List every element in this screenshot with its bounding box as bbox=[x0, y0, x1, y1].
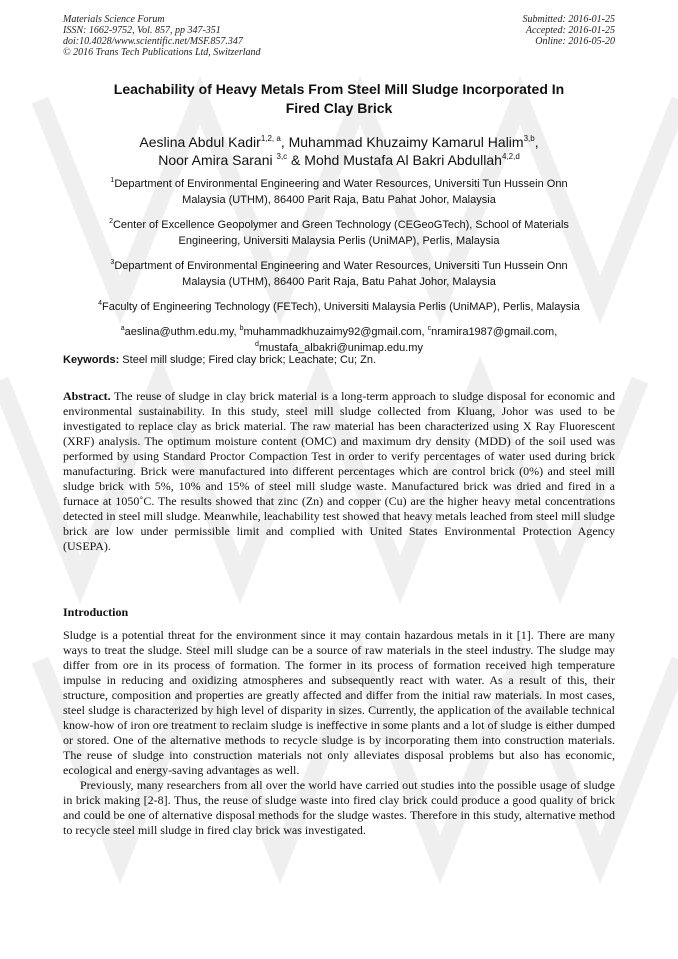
email-mark: b bbox=[239, 325, 244, 332]
author-name: Noor Amira Sarani bbox=[158, 152, 273, 168]
email-mark: a bbox=[120, 325, 125, 332]
affiliation-number: 2 bbox=[109, 218, 113, 225]
author-separator: , bbox=[280, 134, 289, 150]
author-ampersand: & bbox=[287, 152, 305, 168]
affiliation-text: Malaysia (UTHM), 86400 Parit Raja, Batu Pahat Johor, Malaysia bbox=[182, 194, 496, 206]
email-address[interactable]: nramira1987@gmail.com bbox=[431, 326, 555, 338]
author-name: Mohd Mustafa Al Bakri Abdullah bbox=[304, 152, 502, 168]
keywords bbox=[63, 354, 615, 366]
author-affiliation-mark: 3,c bbox=[276, 152, 288, 161]
issn: ISSN: 1662-9752, Vol. 857, pp 347-351 bbox=[63, 25, 221, 36]
abstract bbox=[63, 389, 615, 554]
affiliation-text: Engineering, Universiti Malaysia Perlis (UniMAP), Perlis, Malaysia bbox=[178, 235, 500, 247]
affiliation-number: 4 bbox=[98, 300, 103, 307]
email-address[interactable]: mustafa_albakri@unimap.edu.my bbox=[258, 342, 423, 354]
accepted-date: Accepted: 2016-01-25 bbox=[525, 25, 615, 36]
author-line bbox=[40, 133, 638, 151]
author-separator: , bbox=[534, 134, 539, 150]
affiliation-text: Malaysia (UTHM), 86400 Parit Raja, Batu Pahat Johor, Malaysia bbox=[182, 276, 496, 288]
affiliation bbox=[63, 299, 615, 315]
affiliation-text: Department of Environmental Engineering and Water Resources, Universiti Tun Hussein Onn bbox=[114, 178, 568, 190]
keywords-label: Keywords: bbox=[63, 354, 120, 366]
abstract-label: Abstract. bbox=[63, 389, 111, 403]
email-list: $^a$aeslina@uthm.edu.my, $^b$muhammadkhuzaimy92@gmail.com, $^c$nramira1987@gmail.com, $^d$mustafa_albakri@unimap.edu.my bbox=[120, 325, 558, 354]
email-address[interactable]: muhammadkhuzaimy92@gmail.com bbox=[243, 326, 422, 338]
affiliation-list bbox=[63, 176, 615, 356]
section-heading: Introduction bbox=[63, 605, 129, 619]
affiliation bbox=[63, 217, 615, 249]
affiliation-number: 1 bbox=[110, 177, 115, 184]
journal-name: Materials Science Forum bbox=[63, 14, 165, 25]
keywords-text: Steel mill sludge; Fired clay brick; Leachate; Cu; Zn. bbox=[119, 354, 377, 366]
author-name: Aeslina Abdul Kadir bbox=[139, 134, 261, 150]
email-address[interactable]: aeslina@uthm.edu.my bbox=[124, 326, 234, 338]
author-name: Muhammad Khuzaimy Kamarul Halim bbox=[288, 134, 524, 150]
submitted-date: Submitted: 2016-01-25 bbox=[522, 14, 615, 25]
affiliation-text: Center of Excellence Geopolymer and Green Technology (CEGeoGTech), School of Materials bbox=[112, 219, 569, 231]
affiliation-text: Faculty of Engineering Technology (FETech), Universiti Malaysia Perlis (UniMAP), Perlis, Malaysia bbox=[102, 301, 580, 313]
abstract-text: The reuse of sludge in clay brick material is a long-term approach to sludge disposal for economic and environmental sustainability. In this study, steel mill sludge collected from Kluang, Johor was used to be investigated to replace clay as brick material. The raw material has been characterized using X Ray Fluorescent (XRF) analysis. The optimum moisture content (OMC) and maximum dry density (MDD) of the soil used was performed by using Standard Proctor Compaction Test in order to verify percentages of water used during brick manufacturing. Brick were manufactured into different percentages which are control brick (0%) and steel mill sludge brick with 5%, 10% and 15% of steel mill sludge waste. Manufactured brick was dried and fired in a furnace at 1050˚C. The results showed that zinc (Zn) and copper (Cu) are the higher heavy metal concentrations detected in steel mill sludge. Meanwhile, leachability test showed that heavy metals leached from steel mill sludge brick are low under permissible limit and complied with United States Environmental Protection Agency (USEPA). bbox=[63, 389, 615, 553]
author-affiliation-mark: 1,2, a bbox=[260, 134, 281, 143]
doi: doi:10.4028/www.scientific.net/MSF.857.347 bbox=[63, 36, 243, 47]
copyright: © 2016 Trans Tech Publications Ltd, Switzerland bbox=[63, 47, 261, 58]
email-mark: c bbox=[427, 325, 432, 332]
affiliation-text: Department of Environmental Engineering and Water Resources, Universiti Tun Hussein Onn bbox=[114, 260, 568, 272]
affiliation bbox=[63, 258, 615, 290]
online-date: Online: 2016-05-20 bbox=[535, 36, 615, 47]
author-list bbox=[40, 133, 638, 169]
title-line: Fired Clay Brick bbox=[285, 100, 393, 116]
author-line bbox=[40, 151, 638, 169]
title-line: Leachability of Heavy Metals From Steel Mill Sludge Incorporated In bbox=[113, 81, 565, 97]
email-mark: d bbox=[255, 341, 259, 348]
author-affiliation-mark: 4,2,d bbox=[501, 152, 520, 161]
introduction-body bbox=[63, 628, 615, 838]
author-affiliation-mark: 3,b bbox=[523, 134, 535, 143]
affiliation-number: 3 bbox=[110, 259, 115, 266]
paragraph: Previously, many researchers from all over the world have carried out studies into the possible usage of sludge in brick making [2-8]. Thus, the reuse of sludge waste into fired clay brick could produce a good quality of brick and could be one of alternative disposal methods for the sludge wastes. Therefore in this study, alternative method to recycle steel mill sludge in fired clay brick was investigated. bbox=[63, 778, 615, 837]
paper-title bbox=[63, 80, 615, 118]
paragraph: Sludge is a potential threat for the environment since it may contain hazardous metals in it [1]. There are many ways to treat the sludge. Steel mill sludge can be a source of raw materials in the steel industry. The sludge may differ from ore in its process of formation. The former in its process of formation received high temperature impulse in reducing and oxidizing atmospheres and subsequently react with water. As a result of this, their structure, composition and properties are greatly affected and differ from the initial raw materials. In most cases, steel sludge is characterized by high level of disparity in sizes. Currently, the application of the available technical know-how of iron ore treatment to reclaim sludge is ineffective in some plants and a lot of sludge is either dumped or stored. One of the alternative methods to recycle sludge is by incorporating them into construction materials. The reuse of sludge into construction materials not only alleviates disposal problems but also has economic, ecological and energy-saving advantages as well. bbox=[63, 628, 615, 777]
journal-header bbox=[63, 14, 261, 58]
date-header bbox=[523, 14, 616, 47]
affiliation bbox=[63, 176, 615, 208]
